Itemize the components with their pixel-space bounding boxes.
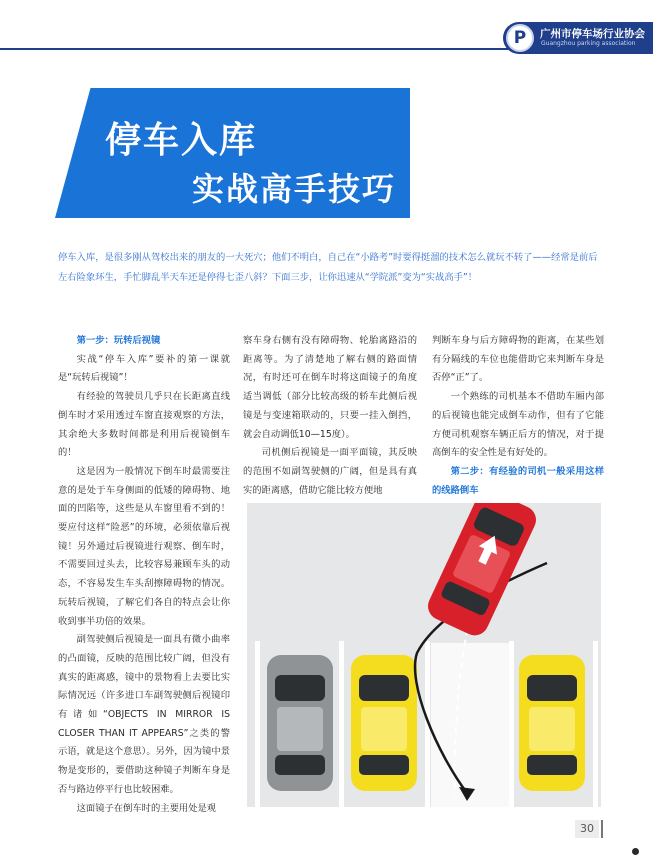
paragraph: 这是因为一般情况下倒车时最需要注意的是处于车身侧面的低矮的障碍物、地面的凹陷等，这些是从车窗里看不到的！要应付这样“险恶”的环境，必须依靠后视镜！另外通过后视镜进行观察、倒车时，不需要回过头去，比较容易兼顾车头的动态，不容易发生车头刮擦障碍物的情况。玩转后视镜，了解它们各自的特点会让你收到事半功倍的效果。	[58, 465, 230, 627]
paragraph: 司机侧后视镜是一面平面镜，其反映的范围不如副驾驶侧的广阔，但是具有真实的距离感，借助它能比较方便地	[243, 447, 417, 496]
paragraph: 一个熟练的司机基本不借助车厢内部的后视镜也能完成倒车动作，但有了它能方便司机观察车辆正后方的情况，对于提高倒车的安全性是有好处的。	[432, 391, 604, 459]
section-heading-1: 第一步：玩转后视镜	[76, 335, 161, 346]
paragraph: 判断车身与后方障碍物的距离，在某些划有分隔线的车位也能借助它来判断车身是否停“正”了。	[432, 335, 604, 384]
org-name-en: Guangzhou parking association	[541, 40, 636, 47]
page-subtitle: 实战高手技巧	[192, 170, 397, 208]
page-number: 30	[575, 820, 599, 838]
intro-paragraph: 停车入库，是很多刚从驾校出来的朋友的一大死穴；他们不明白，自己在“小路考”时要得挺溜的技术怎么就玩不转了——经常是前后左右险象环生，手忙脚乱半天车还是停得七歪八斜？下面三步，让你迅速从“学院派”变为“实战高手”！	[58, 252, 598, 283]
parking-logo-icon: P	[506, 24, 534, 52]
parked-car-yellow-2	[519, 655, 585, 791]
print-mark-icon	[632, 848, 639, 855]
page-title: 停车入库	[105, 120, 258, 161]
parking-diagram	[247, 503, 601, 807]
page-number-bar	[601, 820, 603, 838]
column-3	[432, 332, 604, 500]
section-heading-2: 第二步：有经验的司机一般采用这样的线路倒车	[432, 465, 604, 496]
parked-car-gray	[267, 655, 333, 791]
paragraph: 有经验的驾驶员几乎只在长距离直线倒车时才采用透过车窗直接观察的方法，其余绝大多数时间都是利用后视镜倒车的！	[58, 391, 230, 459]
paragraph: 实战“停车入库”要补的第一课就是“玩转后视镜”！	[58, 353, 230, 384]
paragraph: 察车身右侧有没有障碍物、轮胎离路沿的距离等。为了清楚地了解右侧的路面情况，有时还可在倒车时将这面镜子的角度适当调低（部分比较高级的轿车此侧后视镜是与变速箱联动的，只要一挂入倒挡，就会自动调低10—15度）。	[243, 335, 417, 440]
paragraph: 副驾驶侧后视镜是一面具有微小曲率的凸面镜，反映的范围比较广阔，但没有真实的距离感，镜中的景物看上去要比实际情况远（许多进口车副驾驶侧后视镜印有诸如“OBJECTS IN MIRROR IS CLOSER THAN IT APPEARS”之类的警示语，就是这个意思）。另外，因为镜中景物是变形的，要借助这种镜子判断车身是否与路边停平行也比较困难。	[58, 634, 230, 795]
target-parking-space	[431, 643, 509, 807]
paragraph: 这面镜子在倒车时的主要用处是观	[76, 802, 217, 814]
org-name: 广州市停车场行业协会	[540, 28, 645, 40]
column-1	[58, 332, 230, 818]
column-2	[243, 332, 417, 500]
parked-car-yellow-1	[351, 655, 417, 791]
